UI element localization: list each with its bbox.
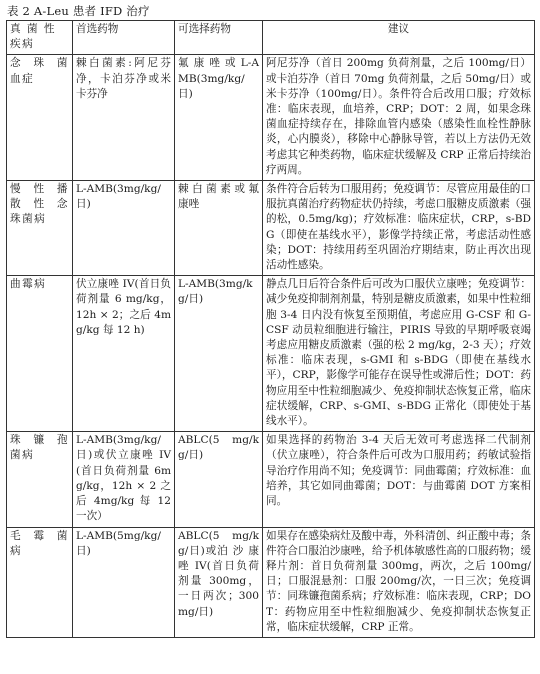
cell-alternative: 棘 白 菌 素 或 氟康唑 [175,181,263,276]
table-row [7,276,535,432]
table-row [7,432,535,527]
cell-disease: 珠 镰 孢 菌病 [7,432,73,527]
cell-first-choice: 棘白菌素:阿尼芬净，卡泊芬净或米卡芬净 [73,55,175,181]
header-advice: 建议 [263,21,535,55]
table-row [7,527,535,637]
table-row [7,55,535,181]
cell-advice: 条件符合后转为口服用药；免疫调节：尽管应用最佳的口服抗真菌治疗药物症状仍持续，考虑口服糖皮质激素（强的松，0.5mg/kg)；疗效标准：临床症状，CRP，s-BDG（即使在基线水平），影像学持续正常，考虑活动性感染；DOT：持续用药至巩固治疗期结束，防止再次出现活动性感染。 [263,181,535,276]
cell-disease: 曲霉病 [7,276,73,432]
cell-first-choice: L-AMB(3mg/kg/日) [73,181,175,276]
table-header-row [7,21,535,55]
header-first-choice: 首选药物 [73,21,175,55]
cell-alternative: ABLC(5 mg/kg/日)或泊 沙 康 唑 IV(首日负荷剂量 300mg，一日两次；300mg/日) [175,527,263,637]
cell-advice: 静点几日后符合条件后可改为口服伏立康唑；免疫调节：减少免疫抑制剂剂量，特别是糖皮质激素，如果中性粒细胞 3-4 日内没有恢复至预期值，考虑应用 G-CSF 和 G-CSF 动员粒细胞进行输注，PIRIS 导致的早期呼吸衰竭考虑应用糖皮质激素（强的松 2 mg/kg，2-3 天）；疗效标准：临床表现，s-GMI 和 s-BDG（即使在基线水平），CRP，影像学可能存在误导性或滞后性；DOT：药物应用至中性粒细胞减少、免疫抑制状态恢复正常，临床症状缓解，CRP、s-GMI、s-BDG 正常化（即使处于基线水平）。 [263,276,535,432]
cell-first-choice: 伏立康唑 IV(首日负荷剂量 6 mg/kg，12h × 2；之后 4mg/kg 每 12 h) [73,276,175,432]
ifd-treatment-table [6,20,535,638]
cell-alternative: 氟 康 唑 或 L-AMB(3mg/kg/日) [175,55,263,181]
table-caption: 表 2 A-Leu 患者 IFD 治疗 [7,4,150,18]
header-alternative: 可选择药物 [175,21,263,55]
cell-disease: 毛 霉 菌 病 [7,527,73,637]
cell-advice: 阿尼芬净（首日 200mg 负荷剂量，之后 100mg/日）或卡泊芬净（首日 70mg 负荷剂量，之后 50mg/日）或米卡芬净（100mg/日）。条件符合后改用口服；疗效标准：临床表现，血培养，CRP；DOT：2 周，如果念珠菌血症持续存在，排除血管内感染（感染性血栓性静脉炎，心内膜炎），移除中心静脉导管，若以上方法仍无效考虑其它种类药物，临床症状缓解及 CRP 正常后持续治疗两周。 [263,55,535,181]
cell-alternative: ABLC(5 mg/kg/日) [175,432,263,527]
table-row [7,181,535,276]
cell-first-choice: L-AMB(3mg/kg/日)或伏立康唑 IV(首日负荷剂量 6mg/kg，12h × 2 之后 4mg/kg 每 12 一次） [73,432,175,527]
cell-first-choice: L-AMB(5mg/kg/日) [73,527,175,637]
header-disease: 真 菌 性 疾病 [7,21,73,55]
cell-advice: 如果存在感染病灶及酸中毒，外科清创、纠正酸中毒；条件符合口服泊沙康唑，给予机体敏感性高的口服药物；缓释片剂：首日负荷剂量 300mg，两次，之后 100mg/日；口服混悬剂：口服 200mg/次，一日三次；免疫调节：同珠镰孢菌系病；疗效标准：临床表现，CRP；DOT：药物应用至中性粒细胞减少、免疫抑制状态恢复正常，临床症状缓解，CRP 正常。 [263,527,535,637]
cell-disease: 慢 性 播 散 性 念 珠菌病 [7,181,73,276]
cell-alternative: L-AMB(3mg/kg/日) [175,276,263,432]
cell-disease: 念 珠 菌 血症 [7,55,73,181]
cell-advice: 如果选择的药物治 3-4 天后无效可考虑选择二代制剂（伏立康唑），符合条件后可改为口服用药；药敏试验指导治疗作用尚不知；免疫调节：同曲霉菌；疗效标准：血培养，其它如同曲霉菌；DOT：与曲霉菌 DOT 方案相同。 [263,432,535,527]
